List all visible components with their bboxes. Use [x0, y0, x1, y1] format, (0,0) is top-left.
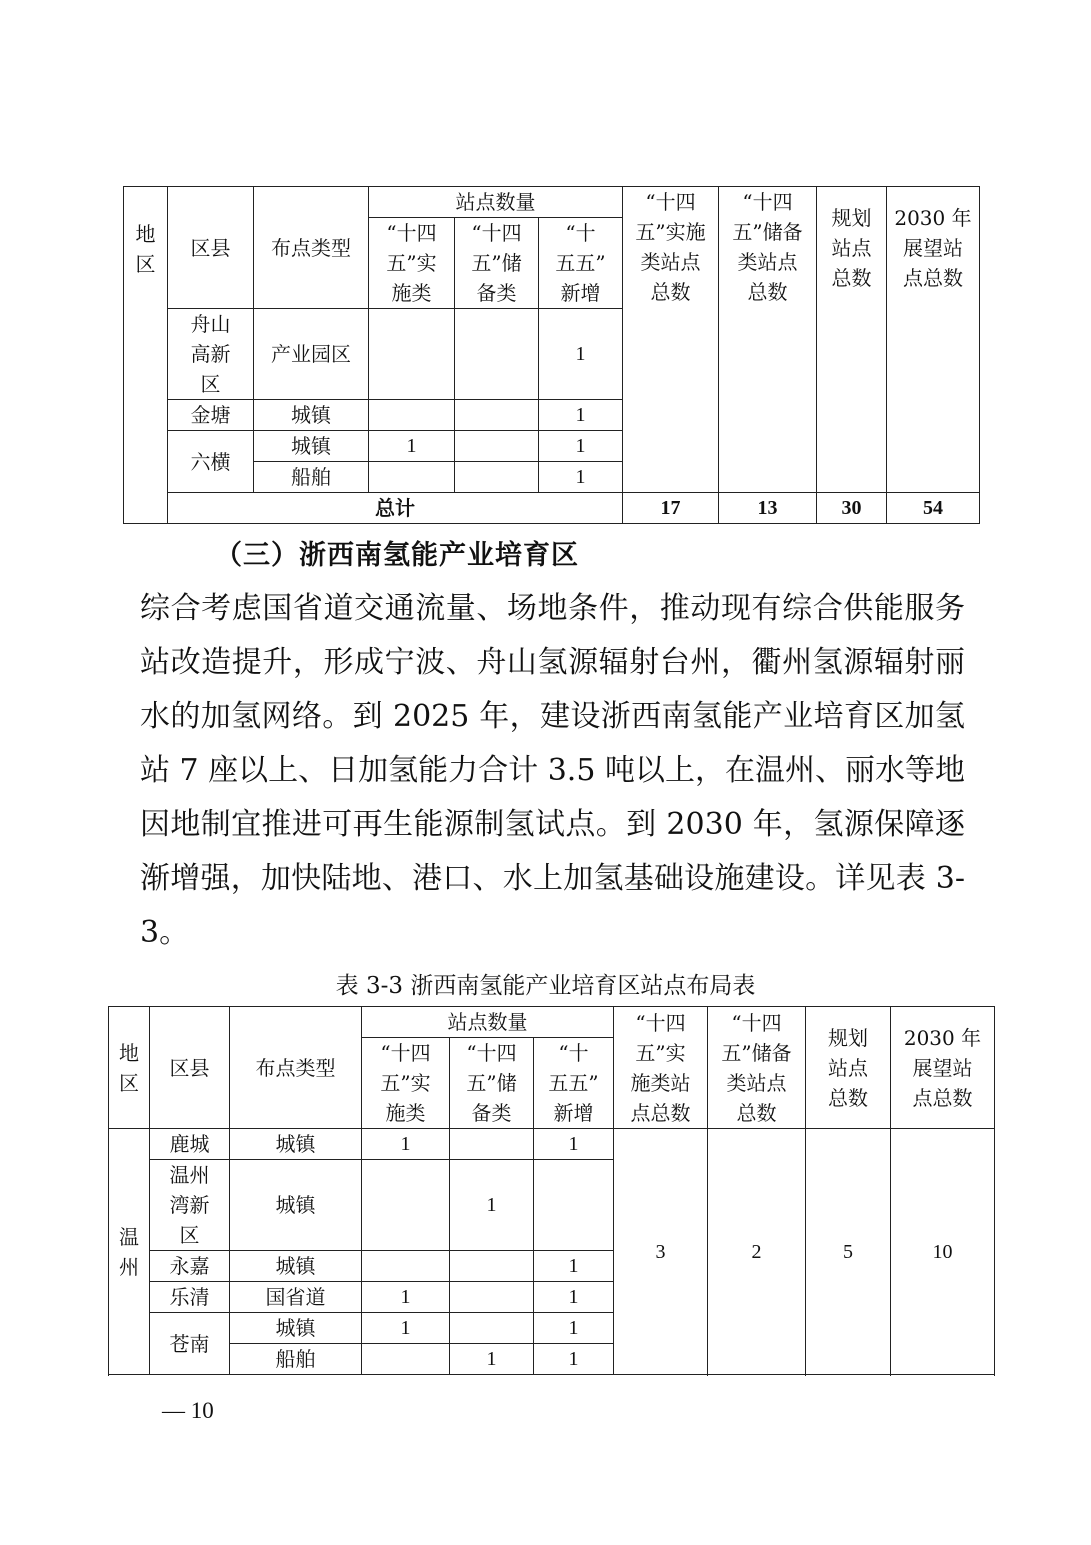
station-table-continued: [123, 186, 980, 524]
cell-impl: [369, 400, 455, 431]
cell-new: 1: [534, 1251, 614, 1282]
header-new155: “十 五五” 新增: [539, 218, 623, 309]
cell-reserve: [455, 400, 539, 431]
header-impl-total: “十四 五”实施 类站点 总数: [623, 187, 719, 493]
page-number: — 10: [162, 1398, 214, 1423]
cell-reserve: [450, 1129, 534, 1160]
cell-reserve: [450, 1251, 534, 1282]
cell-reserve: 1: [450, 1344, 534, 1375]
cell-type: 船舶: [254, 462, 369, 493]
cell-reserve: [450, 1282, 534, 1313]
cell-new: 1: [534, 1129, 614, 1160]
header-county: 区县: [168, 187, 254, 309]
header-planned-total: 规划 站点 总数: [806, 1007, 891, 1129]
header-reserve-total: “十四 五”储备 类站点 总数: [719, 187, 817, 493]
cell-reserve: 1: [450, 1160, 534, 1251]
cell-type: 产业园区: [254, 309, 369, 400]
cell-new: 1: [539, 400, 623, 431]
cell-county: 温州 湾新 区: [150, 1160, 230, 1251]
header-planned-total: 规划 站点 总数: [817, 187, 887, 493]
cell-reserve: [455, 462, 539, 493]
header-impl: “十四 五”实 施类: [369, 218, 455, 309]
total-outlook: 10: [891, 1129, 995, 1375]
header-outlook-total: 2030 年 展望站 点总数: [887, 187, 980, 493]
cell-type: 城镇: [230, 1160, 362, 1251]
cell-new: 1: [539, 431, 623, 462]
header-station-count: 站点数量: [369, 187, 623, 218]
cell-impl: [362, 1344, 450, 1375]
cell-county: 永嘉: [150, 1251, 230, 1282]
header-station-count: 站点数量: [362, 1007, 614, 1038]
cell-type: 城镇: [254, 400, 369, 431]
header-region: 地 区: [109, 1007, 150, 1129]
total-planned: 30: [817, 493, 887, 524]
total-label: 总计: [168, 493, 623, 524]
cell-impl: 1: [362, 1129, 450, 1160]
header-reserve-total: “十四 五”储备 类站点 总数: [708, 1007, 806, 1129]
cell-type: 船舶: [230, 1344, 362, 1375]
header-impl-total: “十四 五”实 施类站 点总数: [614, 1007, 708, 1129]
cell-impl: 1: [362, 1313, 450, 1344]
total-impl: 17: [623, 493, 719, 524]
cell-county: 六横: [168, 431, 254, 493]
cell-county: 舟山 高新 区: [168, 309, 254, 400]
cell-impl: [362, 1251, 450, 1282]
total-reserve: 2: [708, 1129, 806, 1375]
cell-type: 城镇: [230, 1129, 362, 1160]
cell-type: 城镇: [254, 431, 369, 462]
total-reserve: 13: [719, 493, 817, 524]
cell-new: 1: [534, 1313, 614, 1344]
total-outlook: 54: [887, 493, 980, 524]
cell-impl: [362, 1160, 450, 1251]
cell-new: [534, 1160, 614, 1251]
header-impl: “十四 五”实 施类: [362, 1038, 450, 1129]
total-planned: 5: [806, 1129, 891, 1375]
cell-county: 苍南: [150, 1313, 230, 1375]
cell-county: 鹿城: [150, 1129, 230, 1160]
cell-county: 乐清: [150, 1282, 230, 1313]
cell-region: 温 州: [109, 1129, 150, 1375]
cell-reserve: [450, 1313, 534, 1344]
cell-impl: [369, 462, 455, 493]
header-new155: “十 五五” 新增: [534, 1038, 614, 1129]
cell-reserve: [455, 431, 539, 462]
cell-impl: 1: [369, 431, 455, 462]
total-impl: 3: [614, 1129, 708, 1375]
cell-impl: [369, 309, 455, 400]
station-layout-table: [108, 1006, 995, 1375]
cell-type: 城镇: [230, 1251, 362, 1282]
section-heading: （三）浙西南氢能产业培育区: [215, 540, 579, 571]
cell-new: 1: [534, 1344, 614, 1375]
header-county: 区县: [150, 1007, 230, 1129]
cell-type: 城镇: [230, 1313, 362, 1344]
cell-reserve: [455, 309, 539, 400]
section-paragraph: 综合考虑国省道交通流量、场地条件，推动现有综合供能服务站改造提升，形成宁波、舟山氢源辐射台州，衢州氢源辐射丽水的加氢网络。到 2025 年，建设浙西南氢能产业培育区加氢站 7 座以上、日加氢能力合计 3.5 吨以上，在温州、丽水等地因地制宜推进可再生能源制氢试点。到 2030 年，氢源保障逐渐增强，加快陆地、港口、水上加氢基础设施建设。详见表 3-3。: [140, 591, 965, 950]
header-type: 布点类型: [254, 187, 369, 309]
cell-new: 1: [539, 309, 623, 400]
cell-county: 金塘: [168, 400, 254, 431]
header-type: 布点类型: [230, 1007, 362, 1129]
table-caption: 表 3-3 浙西南氢能产业培育区站点布局表: [335, 973, 756, 999]
header-reserve: “十四 五”储 备类: [455, 218, 539, 309]
cell-new: 1: [534, 1282, 614, 1313]
cell-new: 1: [539, 462, 623, 493]
cell-impl: 1: [362, 1282, 450, 1313]
header-region: 地 区: [124, 187, 168, 524]
header-outlook-total: 2030 年 展望站 点总数: [891, 1007, 995, 1129]
cell-type: 国省道: [230, 1282, 362, 1313]
header-reserve: “十四 五”储 备类: [450, 1038, 534, 1129]
